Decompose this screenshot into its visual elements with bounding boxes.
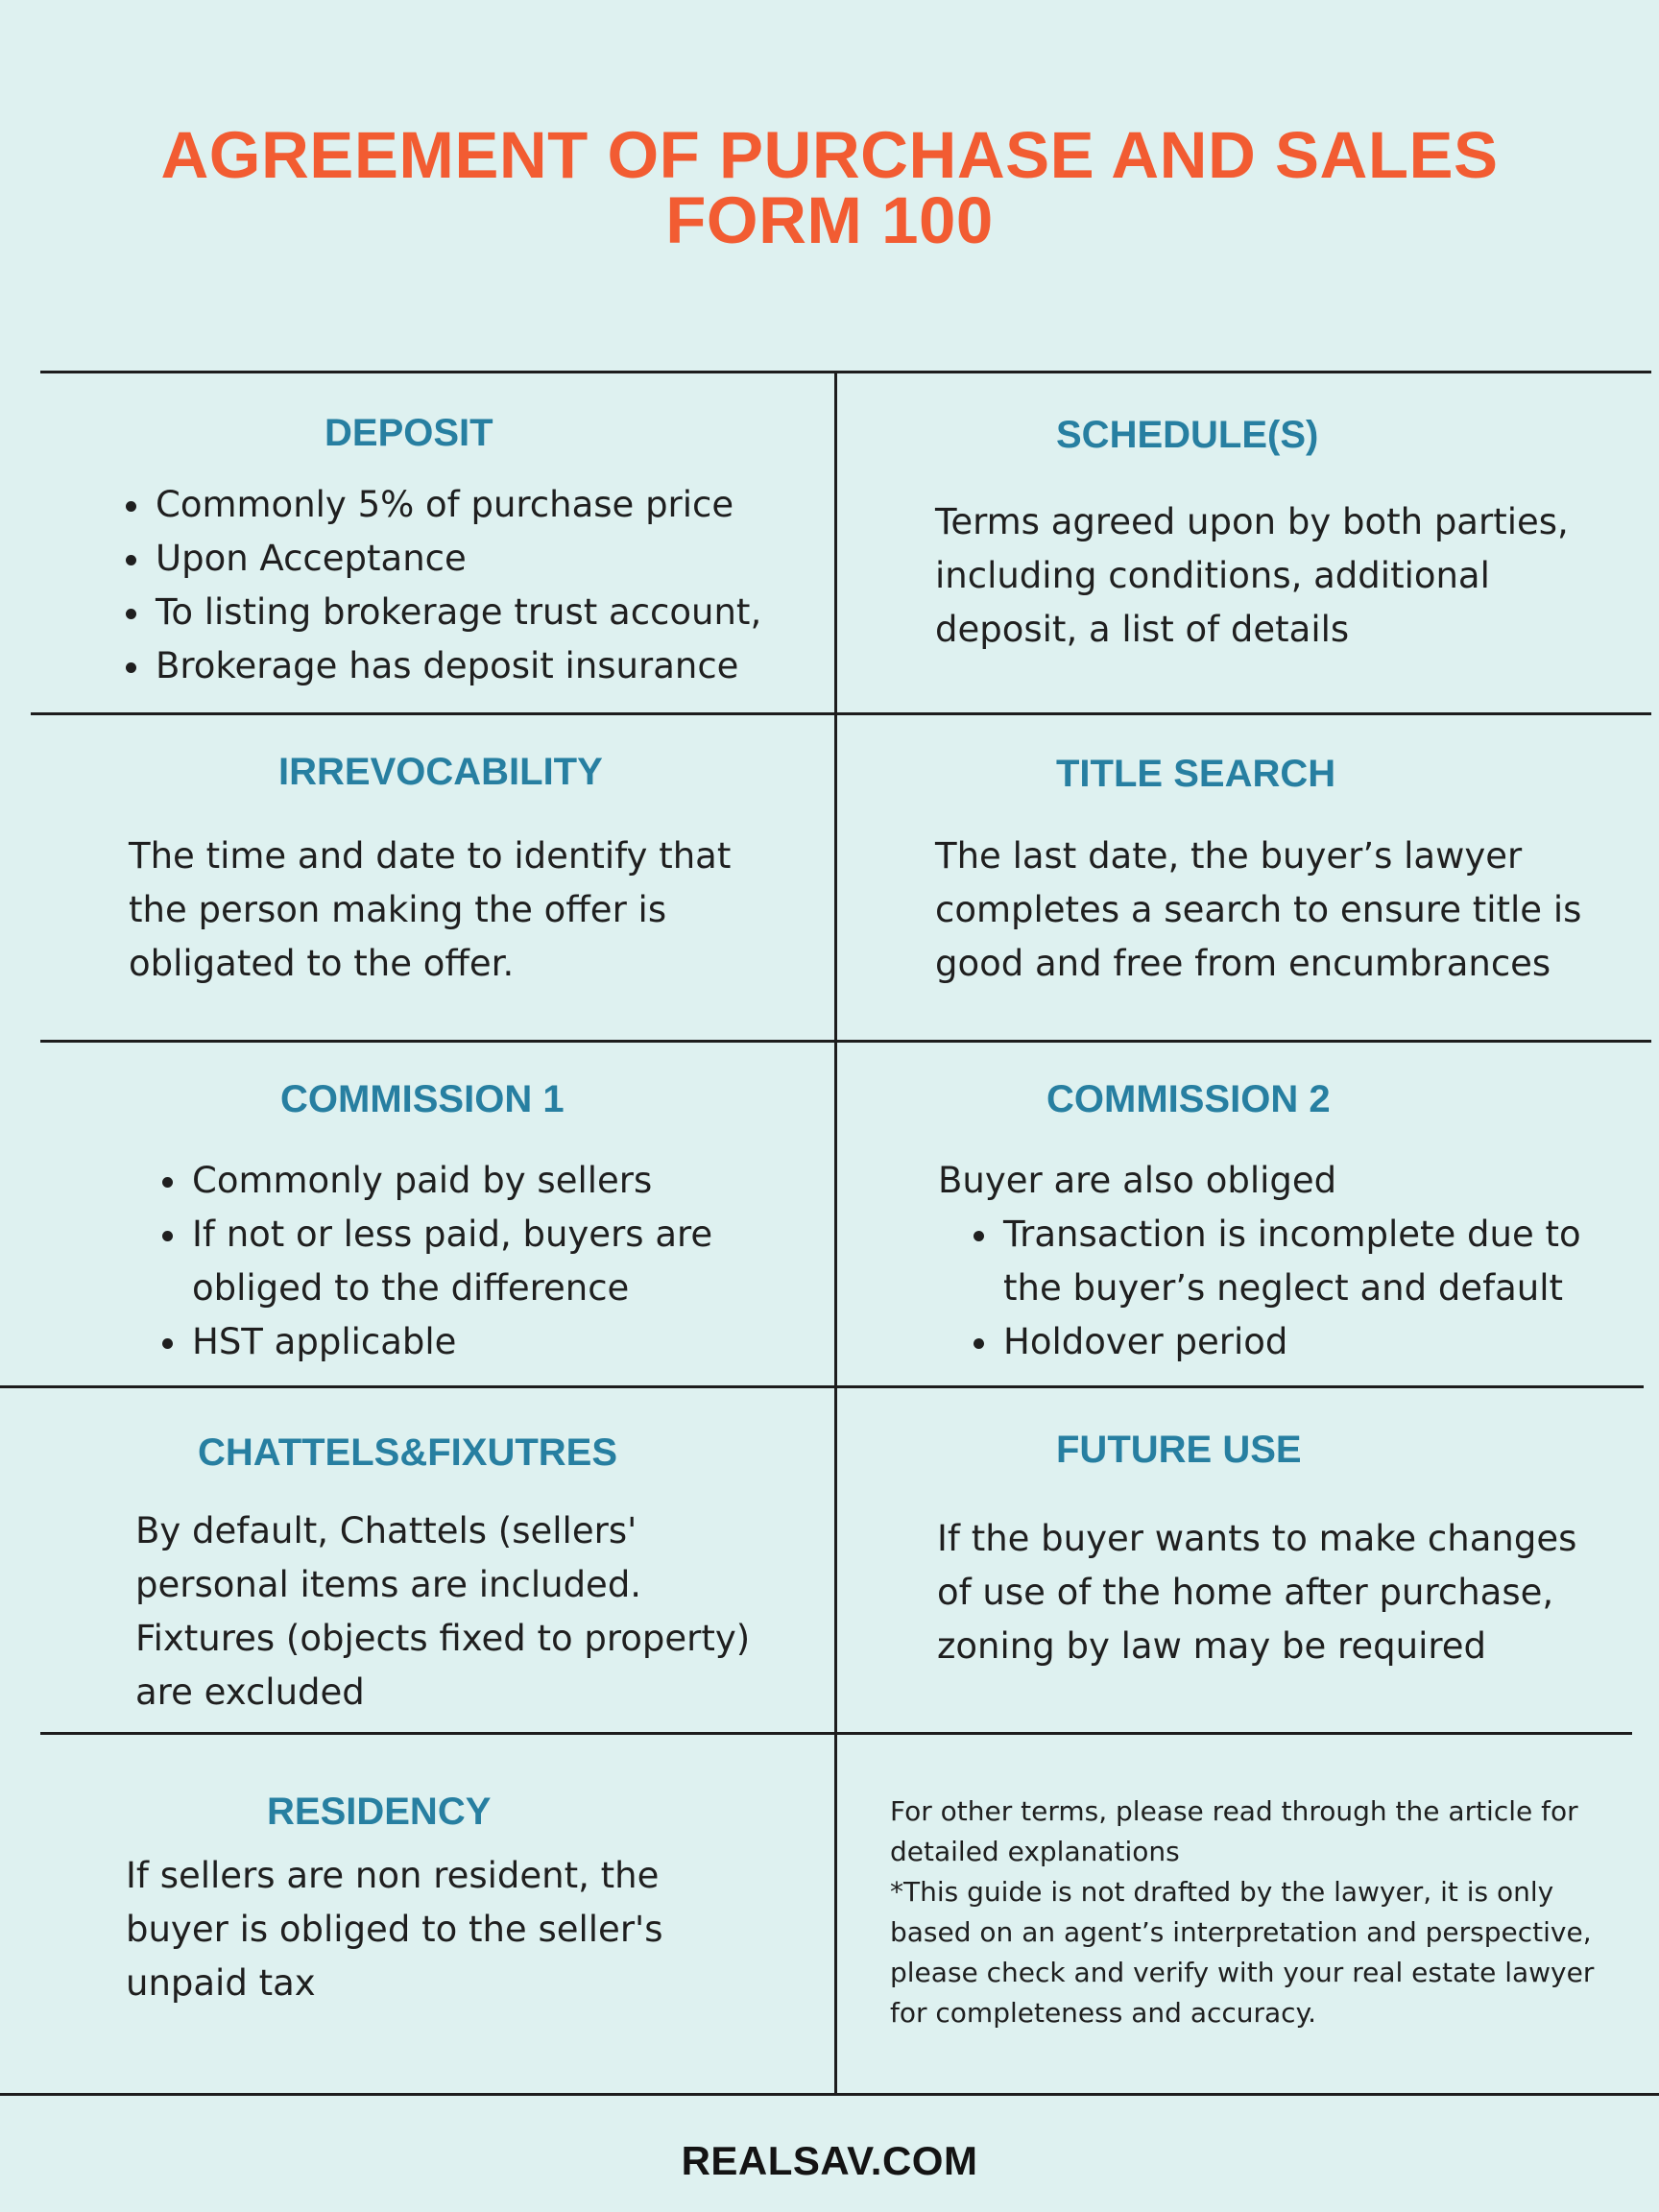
list-item: Upon Acceptance bbox=[123, 532, 761, 586]
text-line: obligated to the offer. bbox=[129, 943, 515, 984]
heading-chattels-fixtures: CHATTELS&FIXUTRES bbox=[198, 1431, 618, 1474]
heading-commission-1: COMMISSION 1 bbox=[280, 1078, 565, 1120]
heading-commission-2: COMMISSION 2 bbox=[1046, 1078, 1331, 1120]
text-line: are excluded bbox=[135, 1671, 365, 1713]
text-line: unpaid tax bbox=[126, 1962, 316, 2004]
text-line: for completeness and accuracy. bbox=[890, 1997, 1317, 2029]
text-line: The time and date to identify that bbox=[129, 835, 732, 877]
text-line: completes a search to ensure title is bbox=[935, 889, 1582, 930]
commission-2-list bbox=[971, 1208, 1581, 1369]
future-use-text bbox=[937, 1512, 1576, 1673]
text-line: By default, Chattels (sellers' bbox=[135, 1510, 637, 1551]
deposit-list bbox=[123, 478, 761, 693]
text-line: the person making the offer is bbox=[129, 889, 667, 930]
text-line: The last date, the buyer’s lawyer bbox=[935, 835, 1523, 877]
commission-2-intro bbox=[938, 1154, 1336, 1208]
text-line: Terms agreed upon by both parties, bbox=[935, 501, 1569, 542]
text-line: including conditions, additional bbox=[935, 555, 1490, 596]
list-item bbox=[159, 1208, 712, 1315]
text-line: *This guide is not drafted by the lawyer, it is only bbox=[890, 1876, 1554, 1908]
page-title-line-2: FORM 100 bbox=[665, 183, 994, 257]
divider-vertical bbox=[834, 371, 837, 2096]
divider-row-2 bbox=[40, 1040, 1651, 1043]
title-search-text bbox=[935, 830, 1581, 991]
list-item: HST applicable bbox=[159, 1315, 712, 1369]
text-line: detailed explanations bbox=[890, 1836, 1180, 1867]
text-line: please check and verify with your real estate lawyer bbox=[890, 1957, 1595, 1988]
text-line: Buyer are also obliged bbox=[938, 1160, 1337, 1201]
disclaimer-text bbox=[890, 1791, 1594, 2033]
list-item-text: Transaction is incomplete due to bbox=[1003, 1214, 1581, 1255]
heading-title-search: TITLE SEARCH bbox=[1056, 753, 1336, 795]
residency-text bbox=[126, 1849, 662, 2010]
text-line: If the buyer wants to make changes bbox=[937, 1518, 1577, 1559]
irrevocability-text bbox=[129, 830, 731, 991]
list-item: Commonly paid by sellers bbox=[159, 1154, 712, 1208]
text-line: For other terms, please read through the article for bbox=[890, 1795, 1578, 1827]
list-item bbox=[971, 1208, 1581, 1315]
text-line: personal items are included. bbox=[135, 1564, 642, 1605]
list-item-text: If not or less paid, buyers are bbox=[192, 1214, 713, 1255]
text-line: If sellers are non resident, the bbox=[126, 1855, 660, 1896]
list-item: Commonly 5% of purchase price bbox=[123, 478, 761, 532]
heading-schedules: SCHEDULE(S) bbox=[1056, 414, 1319, 456]
page-title-line-1: AGREEMENT OF PURCHASE AND SALES bbox=[160, 118, 1499, 192]
text-line: of use of the home after purchase, bbox=[937, 1572, 1554, 1613]
list-item: Holdover period bbox=[971, 1315, 1581, 1369]
heading-deposit: DEPOSIT bbox=[325, 412, 493, 454]
list-item: To listing brokerage trust account, bbox=[123, 586, 761, 639]
footer-site: REALSAV.COM bbox=[681, 2138, 978, 2183]
page-title bbox=[0, 118, 1659, 257]
text-line: based on an agent’s interpretation and perspective, bbox=[890, 1916, 1592, 1948]
divider-row-3 bbox=[0, 1385, 1644, 1388]
heading-irrevocability: IRREVOCABILITY bbox=[278, 751, 603, 793]
text-line: Fixtures (objects fixed to property) bbox=[135, 1618, 751, 1659]
divider-top bbox=[40, 371, 1651, 373]
heading-future-use: FUTURE USE bbox=[1056, 1429, 1302, 1471]
chattels-text bbox=[135, 1504, 750, 1719]
divider-bottom bbox=[0, 2093, 1659, 2096]
text-line: good and free from encumbrances bbox=[935, 943, 1551, 984]
list-item-continuation: obliged to the difference bbox=[192, 1267, 630, 1309]
text-line: buyer is obliged to the seller's bbox=[126, 1909, 663, 1950]
text-line: zoning by law may be required bbox=[937, 1625, 1487, 1667]
commission-1-list bbox=[159, 1154, 712, 1369]
text-line: deposit, a list of details bbox=[935, 609, 1350, 650]
schedules-text bbox=[935, 495, 1569, 657]
divider-row-1 bbox=[31, 712, 1651, 715]
list-item: Brokerage has deposit insurance bbox=[123, 639, 761, 693]
heading-residency: RESIDENCY bbox=[267, 1791, 492, 1833]
list-item-continuation: the buyer’s neglect and default bbox=[1003, 1267, 1564, 1309]
